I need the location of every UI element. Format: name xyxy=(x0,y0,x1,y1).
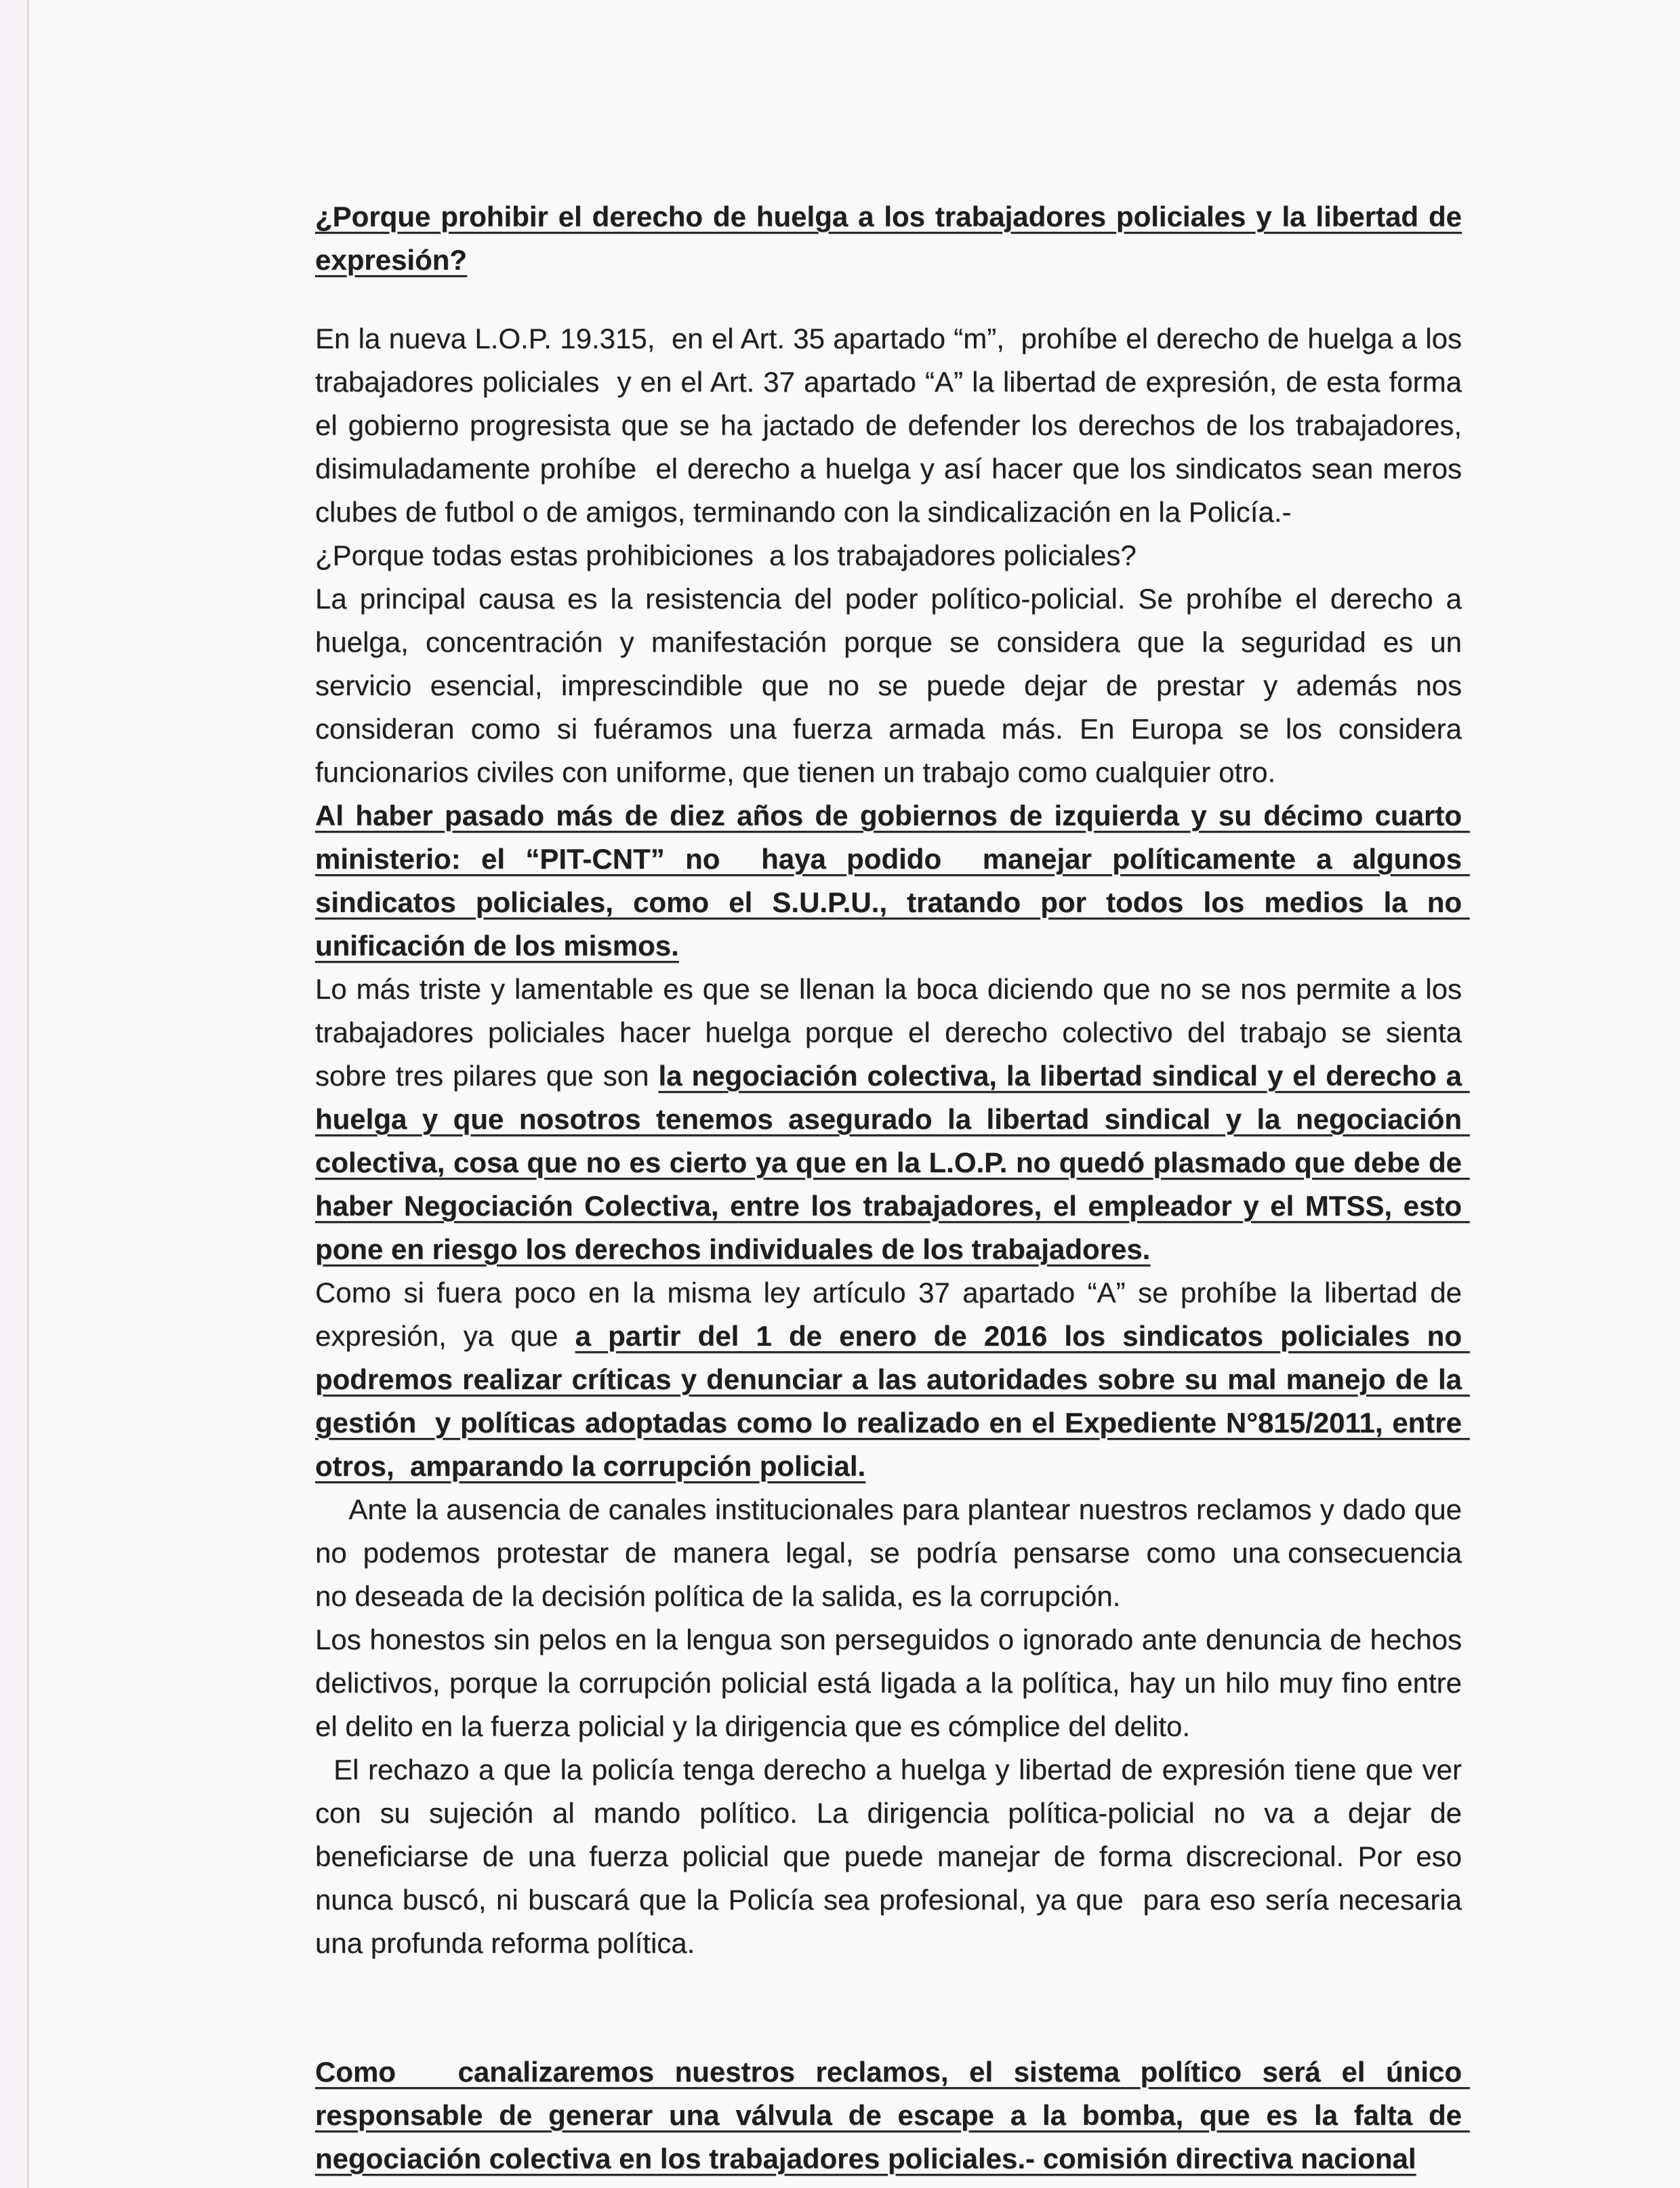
paragraph xyxy=(315,2050,1470,2181)
text-run: El rechazo a que la policía tenga derecho a huelga y libertad de expresión tiene que ver con su sujeción al mando político. La dirigencia política-policial no va a dejar de beneficiarse de una fuerza policial que puede manejar de forma discrecional. Por eso nunca buscó, ni buscará que la Policía sea profesional, ya que para eso sería necesaria una profunda reforma política. xyxy=(315,1754,1470,1959)
text-run: Lo más triste y lamentable es que se llenan la boca diciendo que no se nos permite a los trabajadores policiales hacer huelga porque el derecho colectivo del trabajo se sienta sobre tres pilares que son xyxy=(315,973,1470,1092)
document-text-block xyxy=(315,195,1470,2181)
text-run: ¿Porque todas estas prohibiciones a los trabajadores policiales? xyxy=(315,539,1136,571)
paper-edge xyxy=(0,0,29,2188)
document-title: ¿Porque prohibir el derecho de huelga a los trabajadores policiales y la libertad de expresión? xyxy=(315,201,1462,276)
paragraph xyxy=(315,534,1462,577)
paragraph xyxy=(315,317,1470,534)
emphasized-text-run: Como canalizaremos nuestros reclamos, el sistema político será el único responsable de generar una válvula de escape a la bomba, que es la falta de negociación colectiva en los trabajadores policiales.- comisión directiva nacional xyxy=(315,2056,1470,2174)
paragraph xyxy=(315,1748,1470,1965)
text-run: La principal causa es la resistencia del poder político-policial. Se prohíbe el derecho a huelga, concentración y manifestación porque se considera que la seguridad es un servicio esencial, imprescindible que no se puede dejar de prestar y además nos consideran como si fuéramos una fuerza armada más. En Europa se los considera funcionarios civiles con uniforme, que tienen un trabajo como cualquier otro. xyxy=(315,583,1470,788)
emphasized-text-run: Al haber pasado más de diez años de gobiernos de izquierda y su décimo cuarto ministerio: el “PIT-CNT” no haya podido manejar políticamente a algunos sindicatos policiales, como el S.U.P.U., tratando por todos los medios la no unificación de los mismos. xyxy=(315,800,1470,962)
emphasized-text-run: la negociación colectiva, la libertad sindical y el derecho a huelga y que nosotros tenemos asegurado la libertad sindical y la negociación colectiva, cosa que no es cierto ya que en la L.O.P. no quedó plasmado que debe de haber Negociación Colectiva, entre los trabajadores, el empleador y el MTSS, esto pone en riesgo los derechos individuales de los trabajadores. xyxy=(315,1060,1470,1265)
emphasized-text-run: a partir del 1 de enero de 2016 los sindicatos policiales no podremos realizar críticas y denunciar a las autoridades sobre su mal manejo de la gestión y políticas adoptadas como lo realizado en el Expediente N°815/2011, entre otros, amparando la corrupción policial. xyxy=(315,1320,1470,1482)
paragraph xyxy=(315,968,1470,1271)
paragraph xyxy=(315,1271,1470,1488)
text-run: Ante la ausencia de canales institucionales para plantear nuestros reclamos y dado que no podemos protestar de manera legal, se podría pensarse como una consecuencia no deseada de la decisión política de la salida, es la corrupción. xyxy=(315,1493,1470,1612)
text-run: Los honestos sin pelos en la lengua son perseguidos o ignorado ante denuncia de hechos delictivos, porque la corrupción policial está ligada a la política, hay un hilo muy fino entre el delito en la fuerza policial y la dirigencia que es cómplice del delito. xyxy=(315,1624,1470,1742)
paragraph xyxy=(315,794,1470,968)
paragraph xyxy=(315,1618,1470,1748)
document-body xyxy=(315,317,1470,2181)
paragraph xyxy=(315,1488,1470,1618)
paragraph xyxy=(315,577,1470,794)
text-run: Como si fuera poco en la misma ley artículo 37 apartado “A” se prohíbe la libertad de expresión, ya que xyxy=(315,1277,1470,1352)
text-run: En la nueva L.O.P. 19.315, en el Art. 35 apartado “m”, prohíbe el derecho de huelga a los trabajadores policiales y en el Art. 37 apartado “A” la libertad de expresión, de esta forma el gobierno progresista que se ha jactado de defender los derechos de los trabajadores, disimuladamente prohíbe el derecho a huelga y así hacer que los sindicatos sean meros clubes de futbol o de amigos, terminando con la sindicalización en la Policía.- xyxy=(315,323,1470,528)
